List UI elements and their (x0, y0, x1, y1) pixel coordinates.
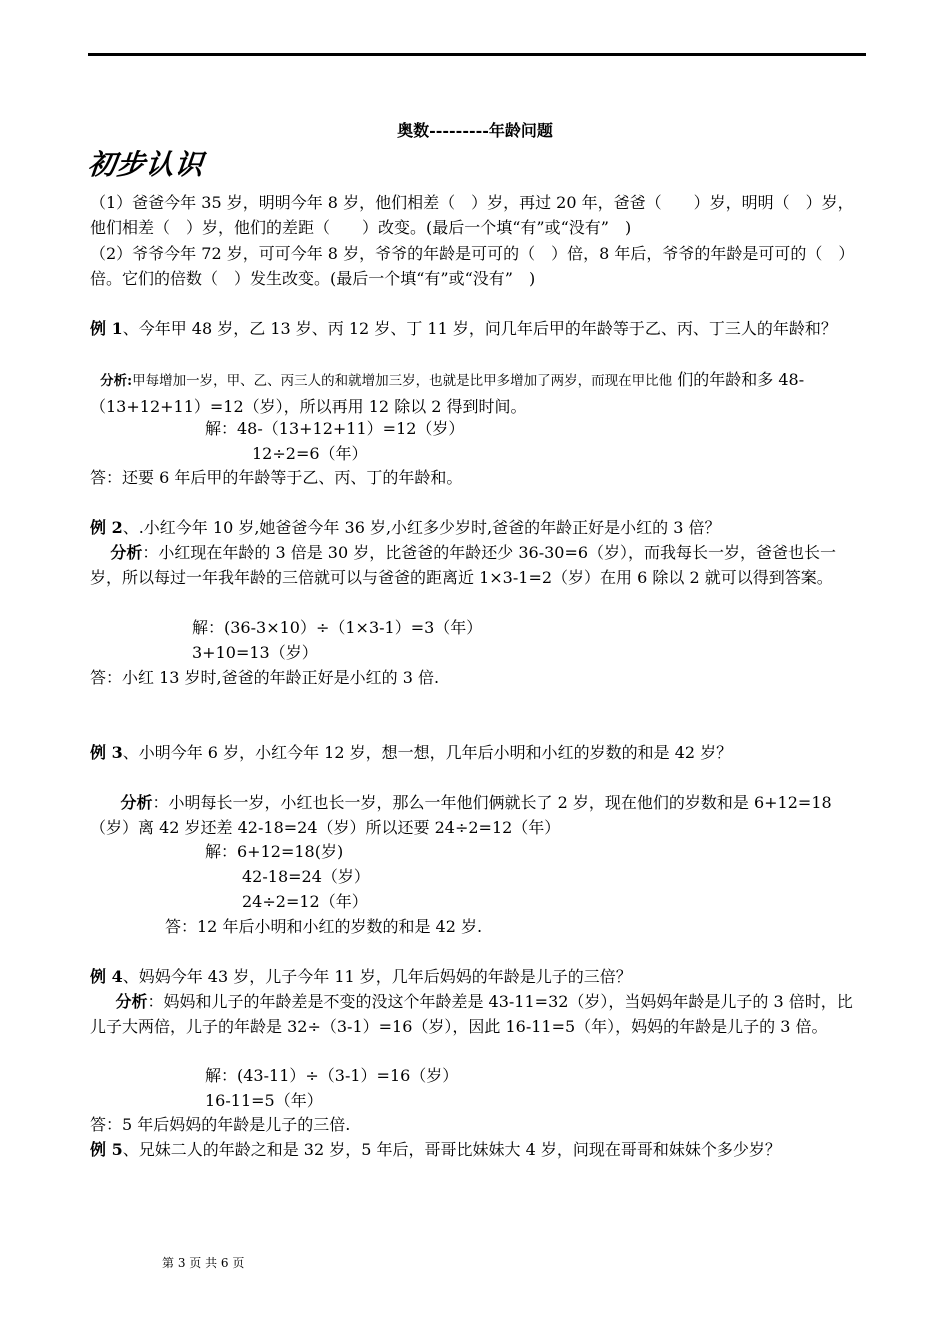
header-rule (88, 53, 866, 56)
example-1-label: 例 1 (90, 319, 123, 338)
example-2-question (90, 515, 865, 540)
example-1-analysis-small: 甲每增加一岁，甲、乙、丙三人的和就增加三岁，也就是比甲多增加了两岁，而现在甲比他 (132, 373, 673, 389)
example-4-solution-1: 解：(43-11）÷（3-1）=16（岁） (205, 1066, 459, 1085)
example-1-solution-1: 解：48-（13+12+11）=12（岁） (205, 419, 465, 438)
example-4-question (90, 964, 865, 989)
example-2-label: 例 2 (90, 518, 123, 537)
example-3-label: 例 3 (90, 743, 123, 762)
example-5-label: 例 5 (90, 1140, 123, 1159)
example-3-analysis (90, 790, 865, 840)
example-4-label: 例 4 (90, 967, 123, 986)
page-footer: 第 3 页 共 6 页 (162, 1256, 245, 1270)
example-1-text: 、今年甲 48 岁，乙 13 岁、丙 12 岁、丁 11 岁，问几年后甲的年龄等于乙、丙、丁三人的年龄和？ (122, 319, 837, 338)
example-1-solution-2: 12÷2=6（年） (252, 444, 368, 463)
example-5-question (90, 1137, 865, 1162)
example-3-solution-3: 24÷2=12（年） (242, 892, 368, 911)
example-2-analysis (90, 540, 865, 590)
example-3-solution-2: 42-18=24（岁） (242, 867, 370, 886)
example-4-solution-2: 16-11=5（年） (205, 1091, 323, 1110)
example-2-solution-1: 解：(36-3×10）÷（1×3-1）=3（年） (192, 618, 483, 637)
intro-question-2: （2）爷爷今年 72 岁，可可今年 8 岁，爷爷的年龄是可可的（ ）倍，8 年后，爷爷的年龄是可可的（ ）倍。它们的倍数（ ）发生改变。(最后一个填“有”或“没有” ) (90, 244, 855, 288)
intro-question-1: （1）爸爸今年 35 岁，明明今年 8 岁，他们相差（ ）岁，再过 20 年，爸爸（ ）岁，明明（ ）岁，他们相差（ ）岁，他们的差距（ ）改变。(最后一个填“有”或“没有” ) (90, 193, 854, 237)
example-3-analysis-label: 分析 (120, 793, 153, 812)
example-2-analysis-text: ：小红现在年龄的 3 倍是 30 岁，比爸爸的年龄还少 36-30=6（岁），而我每长一岁，爸爸也长一岁，所以每过一年我年龄的三倍就可以与爸爸的距离近 1×3-1=2（岁）在用 6 除以 2 就可以得到答案。 (90, 543, 837, 587)
example-4-answer: 答：5 年后妈妈的年龄是儿子的三倍. (90, 1115, 351, 1134)
handwritten-heading: 初步认识 (86, 148, 206, 181)
example-2-solution-2: 3+10=13（岁） (192, 643, 318, 662)
example-3-solution-1: 解：6+12=18(岁) (205, 842, 344, 861)
example-4-analysis-text: ：妈妈和儿子的年龄差是不变的没这个年龄差是 43-11=32（岁），当妈妈年龄是儿子的 3 倍时，比儿子大两倍，儿子的年龄是 32÷（3-1）=16（岁），因此 16-11=5（年），妈妈的年龄是儿子的 3 倍。 (90, 992, 853, 1036)
example-1-analysis-rest: 们的年龄和多 48-（13+12+11）=12（岁），所以再用 12 除以 2 得到时间。 (90, 370, 805, 416)
example-5-text: 、兄妹二人的年龄之和是 32 岁，5 年后，哥哥比妹妹大 4 岁，问现在哥哥和妹妹个多少岁？ (122, 1140, 781, 1159)
example-4-analysis-label: 分析 (115, 992, 148, 1011)
example-3-answer: 答：12 年后小明和小红的岁数的和是 42 岁. (165, 917, 483, 936)
example-1-analysis-label: 分析: (100, 373, 133, 389)
page-title: 奥数---------年龄问题 (397, 121, 553, 140)
example-3-question (90, 740, 865, 765)
example-4-analysis (90, 989, 865, 1039)
example-3-text: 、小明今年 6 岁，小红今年 12 岁，想一想，几年后小明和小红的岁数的和是 42 岁？ (122, 743, 733, 762)
example-2-text: 、.小红今年 10 岁,她爸爸今年 36 岁,小红多少岁时,爸爸的年龄正好是小红的 3 倍？ (122, 518, 721, 537)
example-2-analysis-label: 分析 (110, 543, 143, 562)
example-1-question (90, 316, 865, 341)
example-1-answer: 答：还要 6 年后甲的年龄等于乙、丙、丁的年龄和。 (90, 468, 463, 487)
example-3-analysis-text: ：小明每长一岁，小红也长一岁，那么一年他们俩就长了 2 岁，现在他们的岁数和是 6+12=18（岁）离 42 岁还差 42-18=24（岁）所以还要 24÷2=12（年） (90, 793, 832, 837)
example-1-analysis (90, 367, 865, 419)
example-4-text: 、妈妈今年 43 岁，儿子今年 11 岁，几年后妈妈的年龄是儿子的三倍？ (122, 967, 632, 986)
example-2-answer: 答：小红 13 岁时,爸爸的年龄正好是小红的 3 倍. (90, 668, 440, 687)
